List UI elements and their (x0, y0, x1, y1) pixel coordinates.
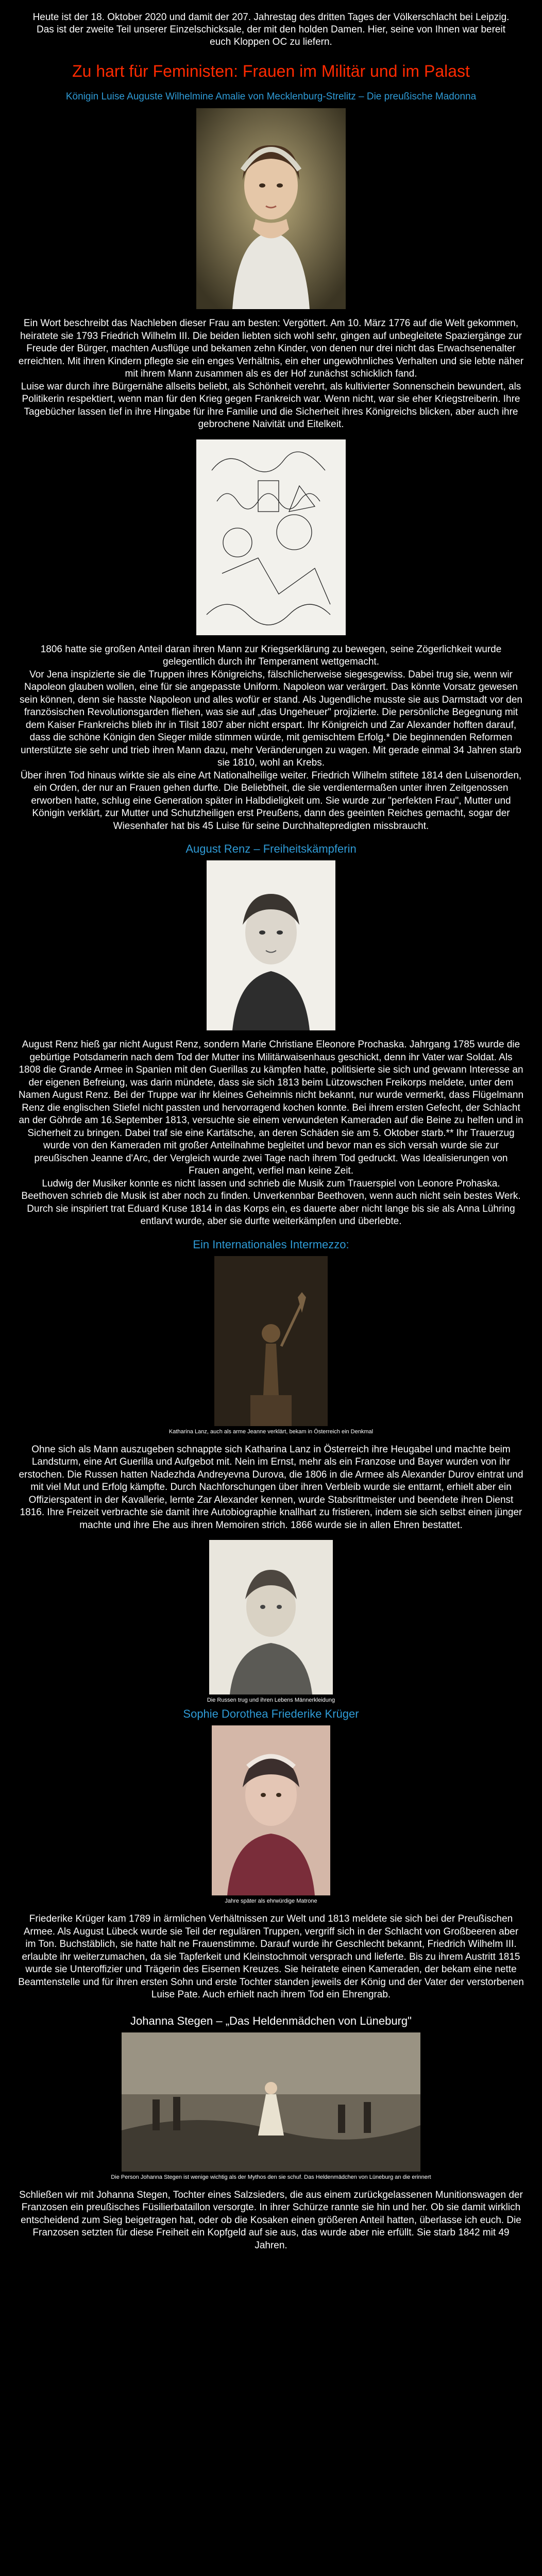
paragraph: Ohne sich als Mann auszugeben schnappte sich Katharina Lanz in Österreich ihre Heugabel und machte beim Landsturm, eine Art Guerilla und Aufgebot mit. Nein im Ernst, mehr als ein Franzose und Bayer wurden von ihr erstochen. Die Russen hatten Nadezhda Andreyevna Durova, die 1806 in die Armee als Alexander Durov eintrat und mit viel Mut und Erfolg kämpfte. Durch Nachforschungen über ihren Verbleib wurde sie enttarnt, erhielt aber ein Offizierspatent in der Kavallerie, lernte Zar Alexander kennen, wurde Stabsrittmeister und beendete ihren Dienst 1816. Ihre Freizeit verbrachte sie damit ihre Autobiographie knallhart zu fristieren, indem sie sich selbst einen jünger machte und ihre Ehe aus ihren Memoiren strich. 1866 wurde sie in allen Ehren bestattet. (19, 1444, 523, 1531)
paragraph: Über ihren Tod hinaus wirkte sie als eine Art Nationalheilige weiter. Friedrich Wilhelm stiftete 1814 den Luisenorden, ein Orden, der nur an Frauen gehen durfte. Die Beliebtheit, die sie verdientermaßen unter ihren Zeitgenossen erworben hatte, schlug eine Generation später in Halbdieligkeit um. Sie wurde zur "perfekten Frau", Mutter und Königin verklärt, zur Mutter und Schutzheiligen erst Preußens, dann des geeinten Reiches gemacht, sogar der Wiesenhafer hat bis 45 Luise für seine Durchhaltepredigten missbraucht. (20, 770, 522, 832)
section-title-krueger: Sophie Dorothea Friederike Krüger (183, 1707, 359, 1720)
luise-portrait-image (196, 108, 346, 309)
paragraph: Vor Jena inspizierte sie die Truppen ihres Königreichs, fälschlicherweise siegesgewiss. Dabei trug sie, wenn wir Napoleon glauben wollen, eine für sie angepasste Uniform. Napoleon war verärgert. Das könnte Vorsatz gewesen sein können, denn sie hasste Napoleon und alles wofür er stand. Als Jugendliche musste sie aus Darmstadt vor den französischen Revolutionsgarden fliehen, was sie auf „das Ungeheuer" projizierte. Die persönliche Begegnung mit dem Kaiser Frankreichs blieb ihr in Tilsit 1807 aber nicht erspart. Ihr Königreich und Zar Alexander hofften darauf, dass die schöne Königin den Sieger milde stimmen würde, mit gemischtem Erfolg.* Die beginnenden Reformen unterstützte sie sehr und trieb ihren Mann dazu, mehr Veränderungen zu wagen. Mit gerade einmal 34 Jahren starb sie 1810, wohl an Krebs. (20, 669, 522, 768)
paragraph: 1806 hatte sie großen Anteil daran ihren Mann zur Kriegserklärung zu bewegen, seine Zögerlichkeit wurde gelegentlich durch ihr Temperament wettgemacht. (40, 643, 502, 667)
paragraph: Luise war durch ihre Bürgernähe allseits beliebt, als Schönheit verehrt, als kultivierter Sonnenschein bewundert, als Politikerin respektiert, wenn man für den Krieg gegen Frankreich war. Wenn nicht, war sie eher Kriegstreiberin. Ihre Tagebücher lassen tief in ihre Hingabe für ihre Familie und die Sicherheit ihres Königreichs blicken, aber auch ihre gebrochene Naivität und Eitelkeit. (21, 381, 521, 430)
luise-text (0, 317, 542, 431)
intl-text (0, 1444, 542, 1532)
krueger-portrait-image (212, 1725, 330, 1895)
section-title-luise: Königin Luise Auguste Wilhelmine Amalie von Mecklenburg-Strelitz – Die preußische Madonna (65, 91, 477, 102)
krueger-text (0, 1913, 542, 2002)
section-title-stegen: Johanna Stegen – „Das Heldenmädchen von Lüneburg" (130, 2014, 412, 2027)
paragraph: August Renz hieß gar nicht August Renz, sondern Marie Christiane Eleonore Prochaska. Jahrgang 1785 wurde die gebürtige Potsdamerin nach dem Tod der Mutter ins Militärwaisenhaus geschickt, denn ihr Vater war Soldat. Als 1808 die Grande Armee in Spanien mit den Guerillas zu kämpfen hatte, politisierte sie sich und gewann Interesse an der eigenen Befreiung, was darin mündete, dass sie sich 1813 beim Lützowschen Freikorps meldete, unter dem Namen August Renz. Bei der Truppe war ihr kleines Geheimnis nicht bekannt, nur wurde vermerkt, dass Flügelmann Renz die englischen Stiefel nicht passten und hervorragend kochen konnte. Bei ihrem ersten Gefecht, der Schlacht an der Göhrde am 16.September 1813, versuchte sie einem verwundeten Kameraden auf die Beine zu helfen und in Sicherheit zu bringen. Dabei traf sie eine Kartätsche, an deren Schäden sie am 5. Oktober starb.** Ihr Trauerzug wurde von den Kameraden mit großer Anteilnahme begleitet und bevor man es sich versah wurde sie zur preußischen Jeanne d'Arc, der Vergleich wurde zwei Tage nach ihrem Tod gedruckt. Was Idealisierungen von Frauen angeht, verfiel man keine Zeit. (18, 1039, 524, 1176)
krueger-caption: Jahre später als ehrwürdige Matrone (225, 1898, 317, 1904)
caricature-image (196, 439, 346, 635)
stegen-caption: Die Person Johanna Stegen ist wenige wichtig als der Mythos den sie schuf. Das Heldenmädchen von Lüneburg an die erinnert (111, 2174, 431, 2180)
stegen-painting-image (122, 2032, 420, 2172)
durova-portrait-image (209, 1540, 333, 1694)
intro-text: Heute ist der 18. Oktober 2020 und damit der 207. Jahrestag des dritten Tages der Völkerschlacht bei Leipzig. Das ist der zweite Teil unserer Einzelschicksale, der mit den holden Damen. Hier, seine von Ihnen war bereit euch Kloppen OC zu liefern. (32, 12, 510, 47)
section-title-intl: Ein Internationales Intermezzo: (193, 1238, 349, 1251)
statue-caption: Katharina Lanz, auch als arme Jeanne verklärt, bekam in Österreich ein Denkmal (168, 1428, 374, 1435)
luise-text-2 (0, 643, 542, 833)
paragraph: Schließen wir mit Johanna Stegen, Tochter eines Salzsieders, die aus einem zurückgelassenen Munitionswagen der Franzosen ein preußisches Füsilierbataillon versorgte. In ihrer Schürze rannte sie hin und her. Ob sie damit wirklich entscheidend zum Sieg beigetragen hat, oder ob die Kosaken einen größeren Anteil hatten, überlasse ich euch. Die Franzosen setzten für diese Freiheit ein Kopfgeld auf sie aus, das wurde aber nie erfüllt. Sie starb 1842 mit 49 Jahren. (19, 2189, 523, 2251)
paragraph: Friederike Krüger kam 1789 in ärmlichen Verhältnissen zur Welt und 1813 meldete sie sich bei der Preußischen Armee. Als August Lübeck wurde sie Teil der regulären Truppen, vergriff sich in der Schlacht von Großbeeren aber im Ton. Buchstäblich, sie hatte halt ne Frauenstimme. Darauf wurde ihr Geschlecht bekannt, Friedrich Wilhelm III. erlaubte ihr weiterzumachen, da sie Tapferkeit und Kleinstochmoit versprach und lieferte. Bis zu ihrem Austritt 1815 wurde sie Unteroffizier und Trägerin des Eisernen Kreuzes. Sie heiratete einen Kameraden, der bekam eine nette Beamtenstelle und für ihren ersten Sohn und erste Tochter standen jeweils der König und der Vater der verstorbenen Luise Pate. Auch erhielt nach ihrem Tod ein Ehrengrab. (18, 1913, 524, 2000)
renz-portrait-image (207, 860, 335, 1030)
stegen-text (0, 2189, 542, 2252)
paragraph: Ein Wort beschreibt das Nachleben dieser Frau am besten: Vergöttert. Am 10. März 1776 auf die Welt gekommen, heiratete sie 1793 Friedrich Wilhelm III. Die beiden liebten sich wohl sehr, gingen auf unbegleitete Spaziergänge zur Freude der Bürger, machten Ausflüge und bekamen zehn Kinder, von denen nur drei nicht das Erwachsenenalter erreichten. Mit ihren Kindern pflegte sie ein enges Verhältnis, ein eher ungewöhnliches Verhalten und sie lebte näher mit ihrem Mann zusammen als es der Hof zunächst schicklich fand. (18, 318, 524, 379)
page-title: Zu hart für Feministen: Frauen im Militär und im Palast (72, 62, 470, 80)
renz-portrait-caption: Die Russen trug und ihren Lebens Männerkleidung (207, 1697, 335, 1703)
renz-text (0, 1039, 542, 1228)
paragraph: Ludwig der Musiker konnte es nicht lassen und schrieb die Musik zum Trauerspiel von Leonore Prohaska. Beethoven schrieb die Musik ist aber noch zu finden. Unverkennbar Beethoven, wenn auch nicht sein bestes Werk. Durch sie inspiriert trat Eduard Kruse 1814 in das Korps ein, es dauerte aber nicht lange bis sie als Anna Lühring entlarvt wurde, aber sie durfte weiterkämpfen und überlebte. (21, 1178, 521, 1227)
statue-image (214, 1256, 328, 1426)
section-title-renz: August Renz – Freiheitskämpferin (185, 842, 357, 855)
